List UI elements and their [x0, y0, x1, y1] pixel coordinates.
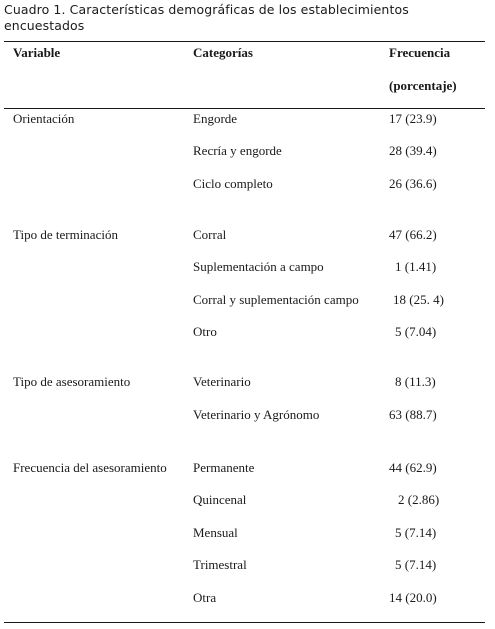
- frequency-cell: 2 (2.86): [398, 492, 440, 507]
- header-categorias: Categorías: [193, 45, 253, 60]
- frequency-cell: 17 (23.9): [389, 111, 437, 126]
- category-cell: Engorde: [193, 111, 238, 126]
- frequency-cell: 14 (20.0): [389, 590, 437, 605]
- table-caption: Cuadro 1. Características demográficas de los establecimientos encuestados: [4, 2, 409, 33]
- frequency-cell: 18 (25. 4): [393, 292, 444, 307]
- category-cell: Suplementación a campo: [193, 259, 324, 274]
- category-cell: Quincenal: [193, 492, 247, 507]
- category-cell: Otro: [193, 324, 217, 339]
- header-porcentaje: (porcentaje): [389, 78, 457, 93]
- frequency-cell: 1 (1.41): [395, 259, 437, 274]
- category-cell: Otra: [193, 590, 217, 605]
- header-rule: [4, 108, 485, 109]
- category-cell: Mensual: [193, 525, 238, 540]
- frequency-cell: 44 (62.9): [389, 460, 437, 475]
- category-cell: Trimestral: [193, 557, 247, 572]
- variable-label: Tipo de asesoramiento: [13, 374, 131, 389]
- frequency-cell: 63 (88.7): [389, 407, 437, 422]
- variable-label: Frecuencia del asesoramiento: [13, 460, 167, 475]
- bottom-rule: [4, 622, 485, 623]
- category-cell: Veterinario: [193, 374, 251, 389]
- frequency-cell: 47 (66.2): [389, 227, 437, 242]
- frequency-cell: 5 (7.14): [395, 557, 437, 572]
- variable-label: Tipo de terminación: [13, 227, 118, 242]
- category-cell: Veterinario y Agrónomo: [193, 407, 320, 422]
- frequency-cell: 26 (36.6): [389, 176, 437, 191]
- category-cell: Permanente: [193, 460, 255, 475]
- category-cell: Ciclo completo: [193, 176, 273, 191]
- header-variable: Variable: [13, 45, 61, 60]
- top-rule: [4, 41, 485, 42]
- category-cell: Recría y engorde: [193, 143, 282, 158]
- frequency-cell: 5 (7.04): [395, 324, 437, 339]
- category-cell: Corral y suplementación campo: [193, 292, 359, 307]
- category-cell: Corral: [193, 227, 227, 242]
- frequency-cell: 8 (11.3): [395, 374, 436, 389]
- header-frecuencia: Frecuencia: [389, 45, 451, 60]
- frequency-cell: 28 (39.4): [389, 143, 437, 158]
- variable-label: Orientación: [13, 111, 75, 126]
- frequency-cell: 5 (7.14): [395, 525, 437, 540]
